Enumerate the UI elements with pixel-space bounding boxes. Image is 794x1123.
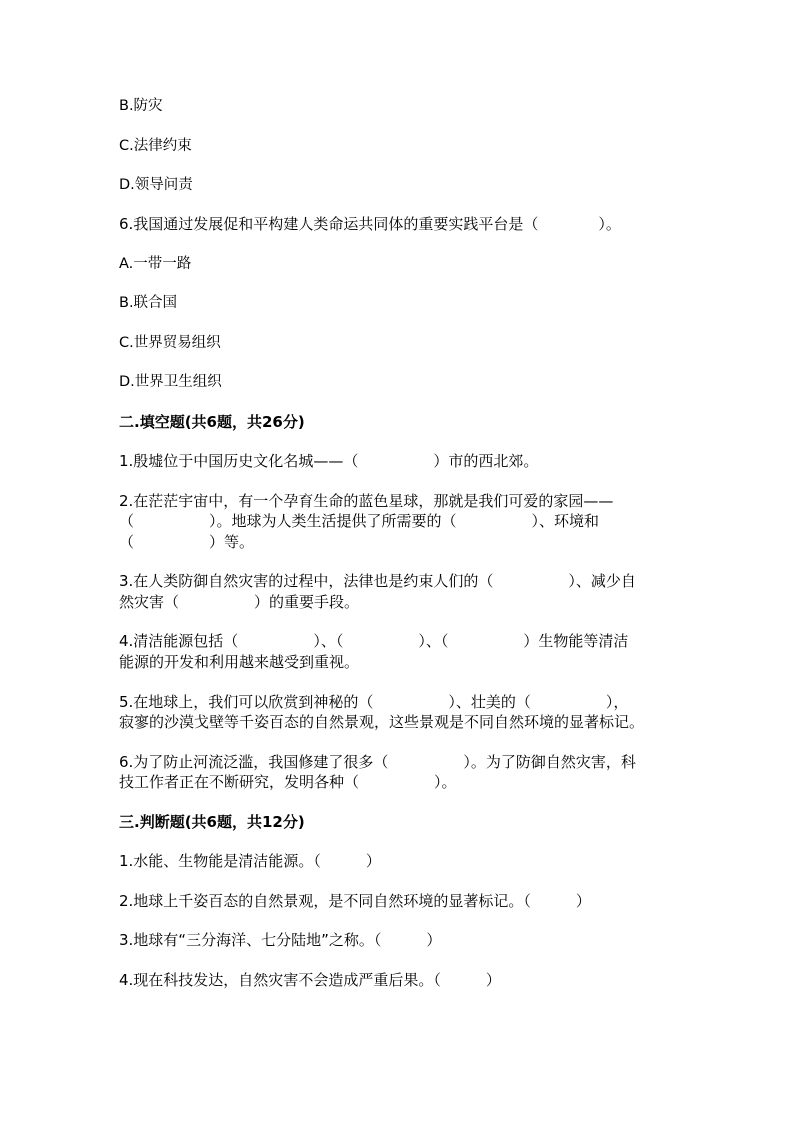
fill-q4-line2: 能源的开发和利用越来越受到重视。 [119,653,360,671]
fill-q6-line1: 6.为了防止河流泛滥，我国修建了很多（ ）。为了防御自然灾害，科 [119,753,636,771]
fill-q2-line2: （ ）。地球为人类生活提供了所需要的（ ）、环境和 [119,512,600,530]
fill-q6-line2: 技工作者正在不断研究，发明各种（ ）。 [119,773,457,791]
section3-heading: 三.判断题(共6题，共12分) [119,813,305,831]
q6-option-d: D.世界卫生组织 [119,374,222,390]
judge-q2: 2.地球上千姿百态的自然景观，是不同自然环境的显著标记。（ ） [119,892,591,910]
fill-q5-line2: 寂寥的沙漠戈壁等千姿百态的自然景观，这些景观是不同自然环境的显著标记。 [119,713,645,731]
fill-q2-line1: 2.在茫茫宇宙中，有一个孕育生命的蓝色星球，那就是我们可爱的家园—— [119,492,614,510]
fill-q1-line1: 1.殷墟位于中国历史文化名城——（ ）市的西北郊。 [119,452,539,470]
q5-option-b: B.防灾 [119,98,163,114]
judge-q4: 4.现在科技发达，自然灾害不会造成严重后果。（ ） [119,971,501,989]
fill-q4-line1: 4.清洁能源包括（ ）、（ ）、（ ）生物能等清洁 [119,632,629,650]
judge-q1: 1.水能、生物能是清洁能源。（ ） [119,852,381,870]
judge-q3: 3.地球有“三分海洋、七分陆地”之称。（ ） [119,931,442,949]
q6-option-a: A.一带一路 [119,256,192,272]
q6-option-b: B.联合国 [119,295,178,311]
section2-heading: 二.填空题(共6题，共26分) [119,413,305,431]
fill-q3-line2: 然灾害（ ）的重要手段。 [119,593,360,611]
q5-option-d: D.领导问责 [119,177,193,193]
q6-stem: 6.我国通过发展促和平构建人类命运共同体的重要实践平台是（ ）。 [119,215,621,233]
fill-q5-line1: 5.在地球上，我们可以欣赏到神秘的（ ）、壮美的（ ）， [119,693,629,711]
fill-q2-line3: （ ）等。 [119,533,255,551]
q5-option-c: C.法律约束 [119,138,192,154]
fill-q3-line1: 3.在人类防御自然灾害的过程中，法律也是约束人们的（ ）、减少自 [119,572,636,590]
q6-option-c: C.世界贸易组织 [119,335,221,351]
